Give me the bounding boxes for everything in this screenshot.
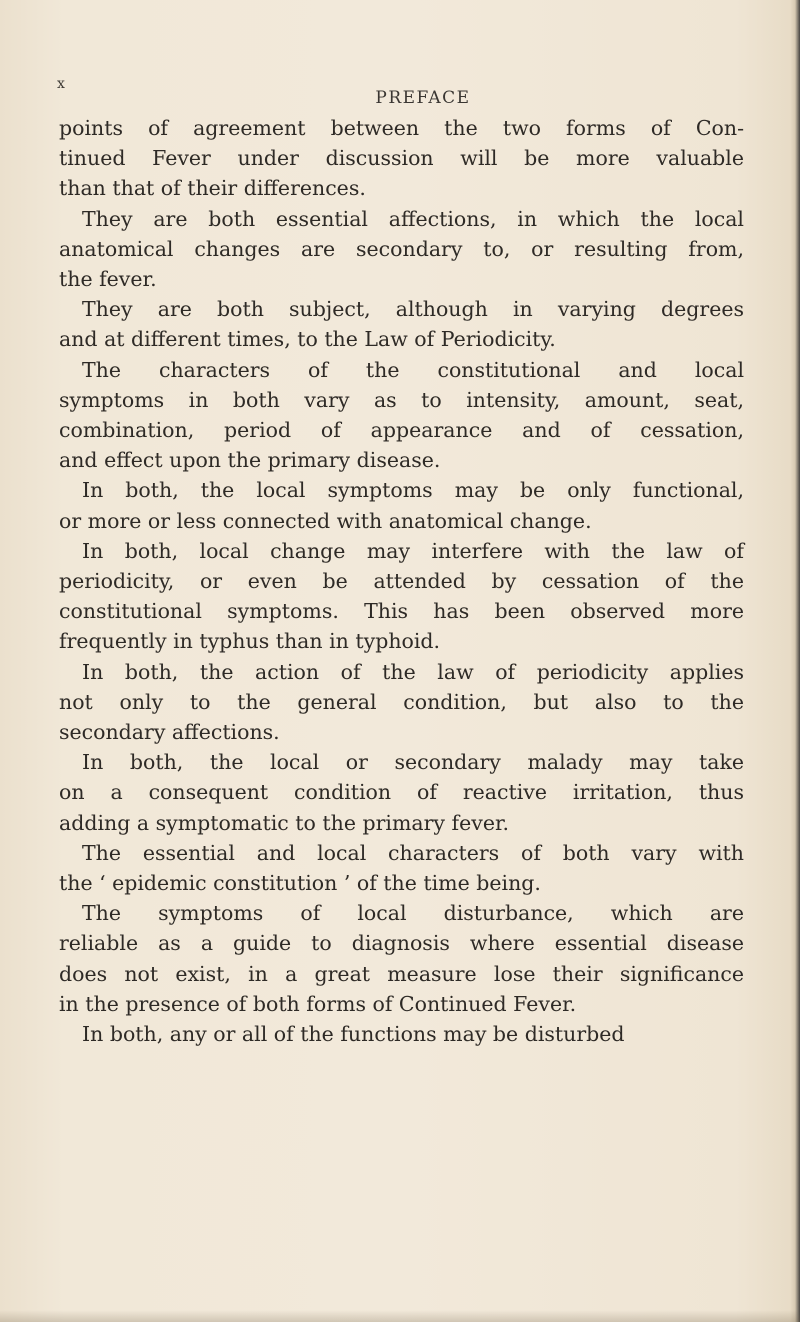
text-line: points of agreement between the two forms of Con- [59,116,744,140]
text-line: tinued Fever under discussion will be more valuable [59,146,744,171]
text-line: and effect upon the primary disease. [59,448,441,473]
text-line: constitutional symptoms. This has been observed more [59,599,744,624]
text-line: They are both subject, although in varying degrees [82,297,744,322]
running-head: PREFACE [375,88,471,108]
text-line: In both, the local symptoms may be only functional, [82,478,744,503]
text-line: They are both essential affections, in which the local [82,206,744,231]
text-line: The symptoms of local disturbance, which are [82,901,744,926]
text-line: In both, any or all of the functions may be disturbed [82,1022,625,1047]
page-bottom-shadow [0,1310,800,1322]
text-line: anatomical changes are secondary to, or resulting from, [59,236,744,261]
text-line: symptoms in both vary as to intensity, amount, seat, [59,387,744,412]
text-line: The essential and local characters of both vary with [82,840,744,865]
text-line: combination, period of appearance and of cessation, [59,418,744,443]
text-line: The characters of the constitutional and local [82,357,744,382]
text-line: and at different times, to the Law of Periodicity. [59,327,556,352]
text-line: periodicity, or even be attended by cessation of the [59,569,744,594]
text-line: secondary affections. [59,720,280,745]
text-line: or more or less connected with anatomical change. [59,508,592,533]
text-line: on a consequent condition of reactive irritation, thus [59,780,744,805]
body-text [59,113,744,1049]
text-line: In both, the action of the law of periodicity applies [82,659,744,684]
text-line: In both, the local or secondary malady may take [82,750,744,775]
text-line: frequently in typhus than in typhoid. [59,629,441,654]
page-edge-shadow [790,0,800,1322]
text-line: not only to the general condition, but also to the [59,689,744,714]
text-line: In both, local change may interfere with the law of [82,538,744,563]
text-line: adding a symptomatic to the primary fever. [59,810,510,835]
text-line: than that of their differences. [59,176,366,201]
text-line: the ‘ epidemic constitution ’ of the time being. [59,871,541,896]
text-line: does not exist, in a great measure lose their significance [59,961,744,986]
page-number: x [57,76,66,92]
text-line: in the presence of both forms of Continued Fever. [59,991,577,1016]
text-line: the fever. [59,267,157,292]
text-line: reliable as a guide to diagnosis where essential disease [59,931,744,956]
